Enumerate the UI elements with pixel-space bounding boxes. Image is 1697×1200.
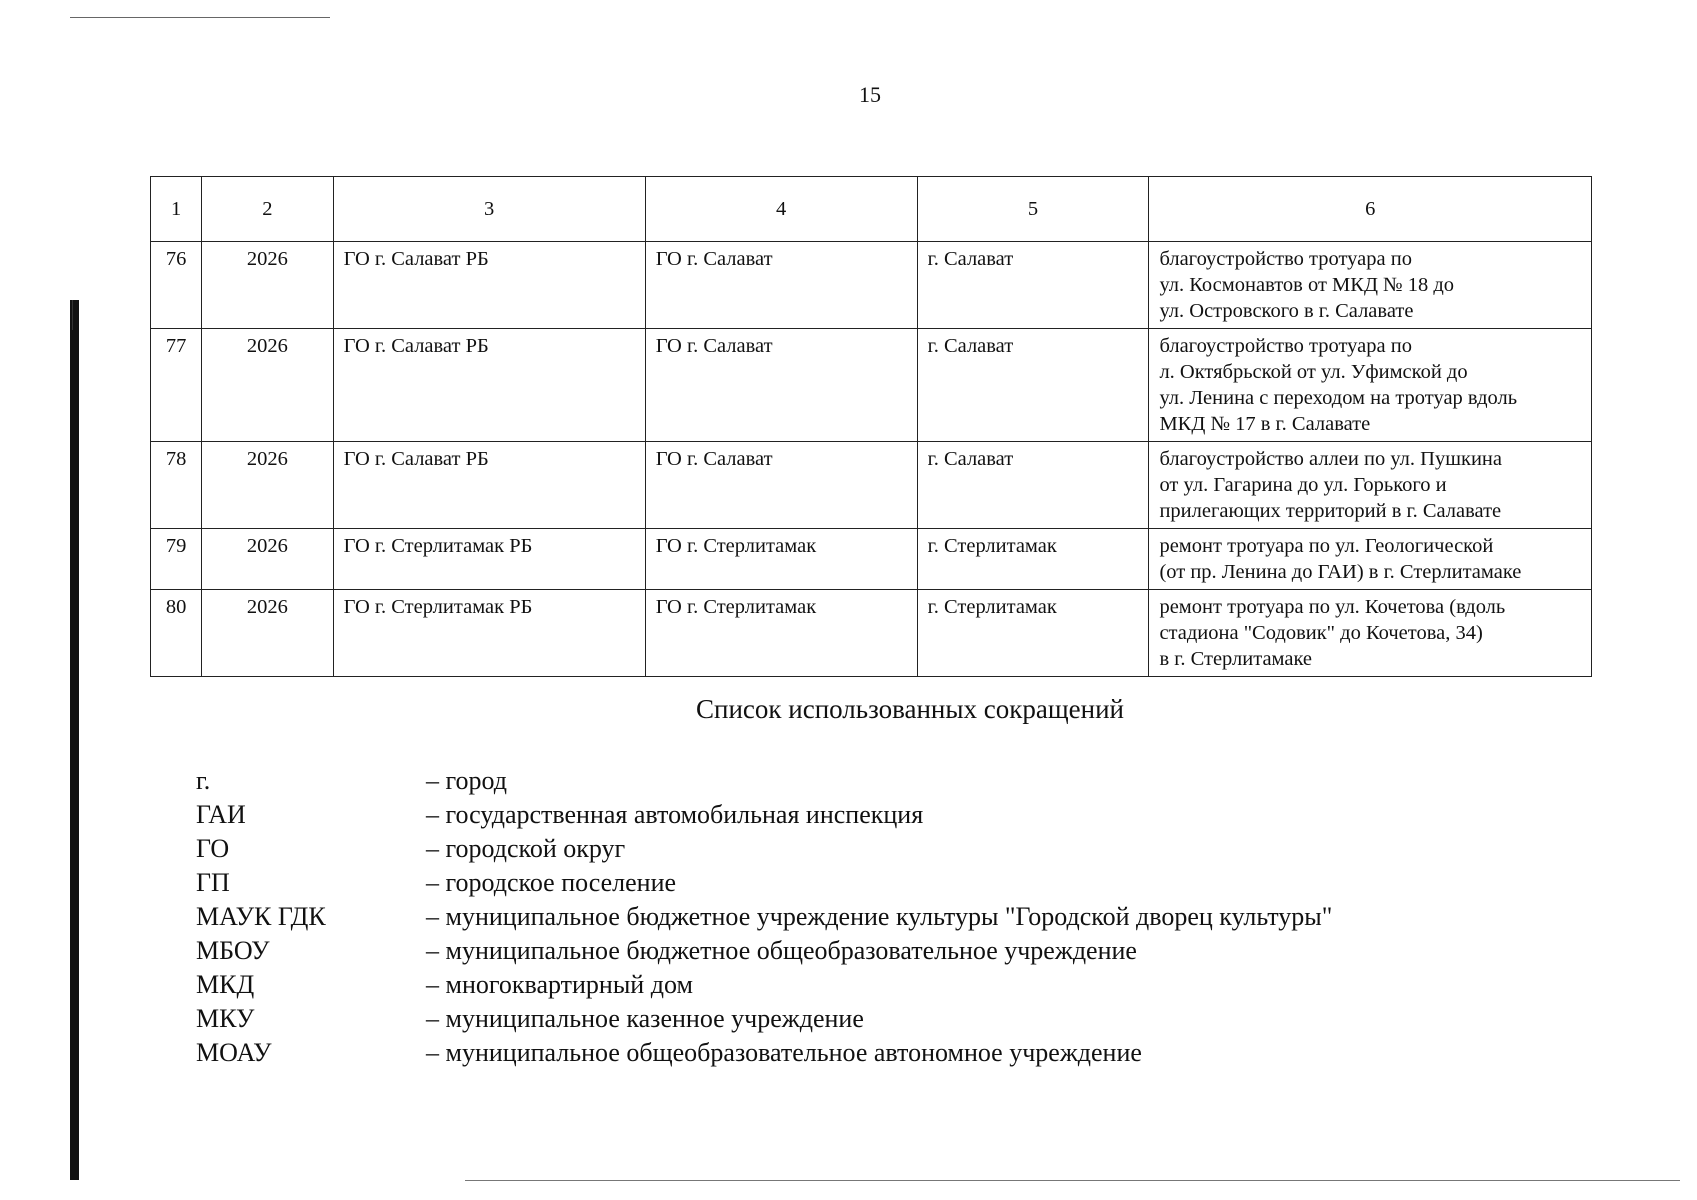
row-settlement: г. Стерлитамак bbox=[917, 590, 1149, 677]
abbreviation-definition: – государственная автомобильная инспекция bbox=[426, 800, 924, 829]
row-year: 2026 bbox=[202, 329, 333, 442]
row-settlement: г. Стерлитамак bbox=[917, 529, 1149, 590]
row-year: 2026 bbox=[202, 590, 333, 677]
row-municipality: ГО г. Салават РБ bbox=[333, 442, 645, 529]
row-description: благоустройство тротуара по л. Октябрьской от ул. Уфимской до ул. Ленина с переходом на тротуар вдоль МКД № 17 в г. Салавате bbox=[1149, 329, 1592, 442]
scan-artifact-line bbox=[465, 1180, 1680, 1181]
column-header: 4 bbox=[645, 177, 917, 242]
abbreviation-definition: – город bbox=[426, 766, 507, 795]
row-number: 78 bbox=[151, 442, 202, 529]
row-number: 76 bbox=[151, 242, 202, 329]
abbreviation-term: ГАИ bbox=[196, 800, 246, 829]
abbreviation-term: ГП bbox=[196, 868, 230, 897]
abbreviation-term: МОАУ bbox=[196, 1038, 272, 1067]
abbreviation-definition: – многоквартирный дом bbox=[426, 970, 693, 999]
row-municipality: ГО г. Стерлитамак РБ bbox=[333, 529, 645, 590]
table-row bbox=[151, 529, 1592, 590]
table-header-row bbox=[151, 177, 1592, 242]
table-row bbox=[151, 442, 1592, 529]
row-description: ремонт тротуара по ул. Геологической (от пр. Ленина до ГАИ) в г. Стерлитамаке bbox=[1149, 529, 1592, 590]
abbreviation-definition: – муниципальное казенное учреждение bbox=[426, 1004, 864, 1033]
row-customer: ГО г. Салават bbox=[645, 329, 917, 442]
abbreviation-term: МАУК ГДК bbox=[196, 902, 326, 931]
abbreviation-definition: – муниципальное бюджетное учреждение культуры "Городской дворец культуры" bbox=[426, 902, 1333, 931]
row-customer: ГО г. Стерлитамак bbox=[645, 529, 917, 590]
row-settlement: г. Салават bbox=[917, 442, 1149, 529]
abbreviation-definition: – городское поселение bbox=[426, 868, 677, 897]
row-customer: ГО г. Салават bbox=[645, 242, 917, 329]
row-number: 80 bbox=[151, 590, 202, 677]
row-year: 2026 bbox=[202, 442, 333, 529]
abbreviation-term: г. bbox=[196, 766, 211, 795]
row-municipality: ГО г. Стерлитамак РБ bbox=[333, 590, 645, 677]
row-year: 2026 bbox=[202, 529, 333, 590]
abbreviation-definition: – муниципальное бюджетное общеобразовательное учреждение bbox=[426, 936, 1137, 965]
row-customer: ГО г. Стерлитамак bbox=[645, 590, 917, 677]
scan-artifact-bar bbox=[70, 300, 79, 1180]
abbreviation-term: МКД bbox=[196, 970, 255, 999]
row-municipality: ГО г. Салават РБ bbox=[333, 242, 645, 329]
column-header: 2 bbox=[202, 177, 333, 242]
table-row bbox=[151, 329, 1592, 442]
row-number: 77 bbox=[151, 329, 202, 442]
row-description: благоустройство тротуара по ул. Космонавтов от МКД № 18 до ул. Островского в г. Салавате bbox=[1149, 242, 1592, 329]
abbreviations-title: Список использованных сокращений bbox=[696, 694, 1124, 724]
abbreviation-term: МБОУ bbox=[196, 936, 270, 965]
abbreviation-definition: – муниципальное общеобразовательное автономное учреждение bbox=[426, 1038, 1142, 1067]
column-header: 5 bbox=[917, 177, 1149, 242]
row-settlement: г. Салават bbox=[917, 242, 1149, 329]
column-header: 1 bbox=[151, 177, 202, 242]
abbreviation-term: МКУ bbox=[196, 1004, 255, 1033]
table-row bbox=[151, 242, 1592, 329]
row-description: благоустройство аллеи по ул. Пушкина от ул. Гагарина до ул. Горького и прилегающих территорий в г. Салавате bbox=[1149, 442, 1592, 529]
row-municipality: ГО г. Салават РБ bbox=[333, 329, 645, 442]
row-number: 79 bbox=[151, 529, 202, 590]
abbreviation-term: ГО bbox=[196, 834, 230, 863]
row-description: ремонт тротуара по ул. Кочетова (вдоль стадиона "Содовик" до Кочетова, 34) в г. Стерлитамаке bbox=[1149, 590, 1592, 677]
scan-artifact-tick bbox=[72, 300, 73, 330]
projects-table bbox=[150, 176, 1592, 677]
scan-artifact-line bbox=[70, 17, 330, 18]
row-settlement: г. Салават bbox=[917, 329, 1149, 442]
row-year: 2026 bbox=[202, 242, 333, 329]
page-number: 15 bbox=[859, 82, 881, 107]
column-header: 6 bbox=[1149, 177, 1592, 242]
column-header: 3 bbox=[333, 177, 645, 242]
table-row bbox=[151, 590, 1592, 677]
row-customer: ГО г. Салават bbox=[645, 442, 917, 529]
abbreviation-definition: – городской округ bbox=[426, 834, 626, 863]
